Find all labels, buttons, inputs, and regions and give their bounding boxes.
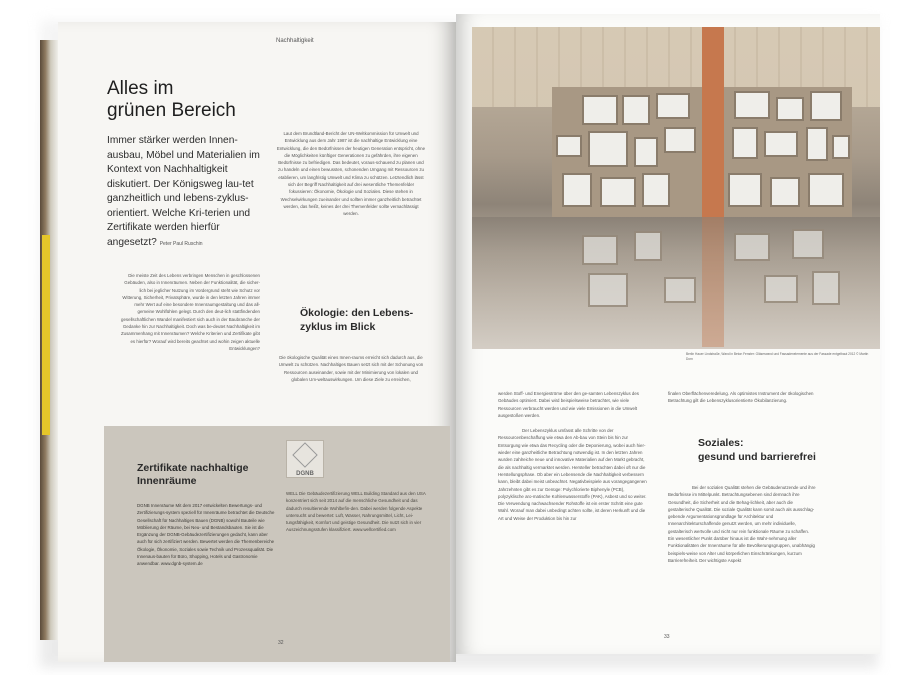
right-column-b2 [668, 484, 816, 564]
section-label: Nachhaltigkeit [276, 38, 314, 44]
photo-window-reflection [588, 273, 628, 307]
certificate-column-b [286, 490, 426, 534]
body-column-a [120, 272, 260, 352]
lead-paragraph [107, 134, 267, 251]
heading-soziales-line-2: gesund und barrierefrei [698, 451, 816, 463]
photo-window-reflection [582, 235, 618, 265]
right-column-b [668, 390, 816, 405]
photo-window [732, 127, 758, 159]
right-column-a-text-1: werden Stoff- und Energieströme über den ge-samten Lebenszyklus des Gebäudes optimiert. Dabei wird beispielsweise betrachtet, wie viele Ressourcen verbraucht werden und wie viele Emissionen in die Umwelt ausgestoßen werden. [498, 391, 639, 418]
body-column-a-text: Die meiste Zeit des Lebens verbringen Menschen in geschlossenen Gebäuden, also in Innenräumen. Neben der Funktionalität, die sicher-lich bei jeglicher Nutzung im Vordergrund steht wie Schutz vor Witterung, Sicherheit, Privatsphäre, wurde in den letzten Jahren immer mehr Wert auf eine besondere Innenraumgestaltung und das all-gemeine Wohlfühlen gelegt. Durch den deut-lich stattfindenden gesellschaftlichen Wandel manifestiert sich auch in der Baubranche der Gedanke hin zur Nachhaltigkeit. Doch was be-deutet Nachhaltigkeit im Zusammenhang mit Innenräumen? Welche Kriterien und Zertifikate gibt es hierfür? Worauf wird bereits geachtet und wohin zeigen aktuelle Entwicklungen? [120, 273, 260, 351]
photo-window-reflection [792, 229, 824, 259]
body-column-b [276, 130, 426, 218]
article-title [107, 78, 236, 122]
photo-window [556, 135, 582, 157]
lead-author: Peter Paul Ruschin [159, 240, 203, 247]
body-column-b-text: Laut dem Brundtland-Bericht der UN-Weltkommission für Umwelt und Entwicklung aus dem Jahr 1987 ist die nachhaltige Entwicklung eine Entwicklung, die den Bedürfnissen der heutigen Generation entspricht, ohne die Möglichkeiten künftiger Generationen zu gefährden, ihre eigenen Bedürfnisse zu befriedigen. Das bedeutet, voraus-schauend zu planen und zu handeln und einen bewussten, schonenden Umgang mit Ressourcen zu etablieren, um langfristig Umwelt und Klima zu schützen. Letztendlich lässt sich der Begriff Nachhaltigkeit auf drei wesentliche Themenfelder fokussieren: Ökonomie, Ökologie und Soziales. Diese stehen in Wechselwirkungen zueinander und sollten immer ganzheitlich betrachtet werden, das heißt, keines der drei Themenfelder sollte vernachlässigt werden. [276, 131, 426, 217]
photo-caption: Berlin Hauer Lindstraße, Wand in Beton Fenster: Gläserwand und Fassadenelemente aus der Fassade entgelbaut 2012 © Martin Dorn [686, 352, 869, 361]
certificate-title-line-1: Zertifikate nachhaltige [137, 462, 249, 474]
photo-window [582, 95, 618, 125]
lead-text: Immer stärker werden Innen-ausbau, Möbel und Materialien im Kontext von Nachhaltigkeit diskutiert. Der Königsweg lau-tet ganzheitlich und lebens-zyklus-orientiert. Welche Kri-terien und Zertifikate werden hierfür angesetzt? [107, 135, 260, 248]
right-column-b-text-2: Bei der sozialen Qualität stehen die Gebäudenutzende und ihre Bedürfnisse im Mittelpunkt. Betrachtungsebenen sind demnach ihre Gesundheit, die Sicherheit und die Behag-lichkeit, aber auch die gestalterische Qualität. Die soziale Qualität kann somit auch als ausschlag-gebende Argumentationsgrundlage für Architektur und Innenarchitekturschaffende genutzt werden, um mehr individuelle, gestalterisch wertvolle und nicht nur rein funktionale Räume zu schaffen. Ein wesentlicher Punkt darüber hinaus ist die Wahr-nehmung aller Funktionalitäten der Innenräume für alle Bevölkerungsgruppen, unabhängig beispiels-weise von Alter und körperlichen Einschränkungen, kurzum Barrierefreiheit. Der wichtigste Aspekt [668, 485, 816, 563]
heading-oekologie-line-2: zyklus im Blick [300, 321, 376, 333]
dgnb-logo-text: DGNB [296, 471, 314, 477]
page-stack-yellow-edge [42, 235, 50, 435]
photo-window [808, 173, 844, 207]
title-line-2: grünen Bereich [107, 100, 236, 121]
page-number-left: 32 [278, 640, 284, 646]
right-column-a-text-2: Der Lebenszyklus umfasst alle Schritte von der Ressourcenbeschaffung wie etwa den Ab-bau von Stein bis hin zur Entsorgung wie etwa das Recycling oder die Deponierung, wobei auch hier-wieder eine ganzheitliche Betrachtung notwendig ist. In den letzten Jahren wurden zahlreiche neue und innovative Materialien auf den Markt gebracht, die als nachhaltig vermarktet werden. Hersteller betrachten dabei oft nur die Herstellungsphase. Ob aber ein Lebensende die Nachhaltigkeit verbessern kann, bleibt dabei meist unbeachtet. Negativbeispiele aus vorangegangenen Jahrzehnten gibt es zur Genüge: Polychlorierte Biphenyle (PCB), polyzyklische aro-matische Kohlenwasserstoffe (PAK), Asbest und so weiter. Die Verwendung nachwachsender Rohstoffe ist ein erster Schritt eine gute Wahl. Worauf man dabei unbedingt achten sollte, ist deren Herkunft und die Art und Weise der Produktion bis hin zur [498, 428, 647, 521]
certificate-title [137, 462, 248, 488]
certificate-column-a [137, 502, 277, 568]
certificate-column-a-text: DGNB Innenräume Mit dem 2017 entwickelten Bewertungs- und Zertifizierungs-system speziell für Innenräume betrachtet die Deutsche Gesellschaft für Nachhaltiges Bauen (DGNB) sowohl Bauteile wie Möblierung der Räume, bei Neu- und Bestandsbauten. Sie ist die Ergänzung der DGNB-Gebäudezertifizierungen gedacht, kann aber auch für sich zertifiziert werden. Bewertet werden die Themenbereiche Ökologie, Ökonomie, Soziales sowie Technik und Prozessqualität. Die Innenaus-bauten für Büro, Shopping, Hotels und Gastronomie anwendbar. www.dgnb-system.de [137, 503, 275, 567]
photo-window [764, 131, 798, 157]
interior-photo [472, 27, 880, 349]
title-line-1: Alles im [107, 78, 174, 99]
photo-window [642, 173, 670, 207]
dgnb-mark-icon [292, 442, 317, 467]
photo-window [622, 95, 650, 125]
body-column-c [276, 354, 426, 383]
heading-oekologie [300, 306, 413, 334]
heading-soziales [698, 436, 816, 464]
photo-window [734, 91, 770, 119]
photo-window [600, 177, 636, 207]
photo-window [832, 135, 850, 159]
photo-window [776, 97, 804, 121]
photo-window [728, 173, 762, 207]
photo-window-reflection [664, 277, 696, 303]
photo-window [664, 127, 696, 153]
photo-window-reflection [812, 271, 840, 305]
certificate-title-line-2: Innenräume [137, 475, 197, 487]
photo-window [588, 131, 628, 167]
certificate-column-b-text: WELL Die Gebäudezertifizierung WELL Building Standard aus den USA konzentriert sich seit 2014 auf die menschliche Gesundheit und das dadurch resultierende Wohlbefin-den. Dabei werden folgende Aspekte untersucht und bewertet: Luft, Wasser, Nahrungsmittel, Licht, Lei-tungsfähigkeit, Komfort und geistige Gesundheit. Die nutzt sich in vier Auszeichnungsstufen klassifiziert. www.wellcertified.com [286, 491, 426, 533]
photo-window-reflection [764, 275, 798, 303]
photo-window [770, 177, 800, 207]
photo-pillar-reflection [702, 217, 724, 347]
heading-soziales-line-1: Soziales: [698, 437, 744, 449]
photo-red-pillar [702, 27, 724, 217]
heading-oekologie-line-1: Ökologie: den Lebens- [300, 307, 414, 319]
photo-window [634, 137, 658, 167]
photo-window [806, 127, 828, 161]
right-column-a [498, 390, 648, 522]
dgnb-logo [286, 440, 324, 478]
right-column-b-text-1: finalen Oberflächenveredelung. Als optimistes Instrument der ökologischen Betrachtung gilt die Lebenszyklusorientierte Ökobilanzierung. [668, 391, 814, 404]
photo-window-reflection [634, 231, 662, 261]
page-number-right: 33 [664, 634, 670, 640]
photo-window-reflection [734, 233, 770, 261]
photo-window [656, 93, 690, 119]
photo-window [562, 173, 592, 207]
body-column-c-text: Die ökologische Qualität eines Innen-raums erreicht sich dadurch aus, die Umwelt zu schützen. Nachhaltiges Bauen setzt sich mit der Schonung von Ressourcen auseinander, sowie mit der Minimierung von lokalen und globalen Um-weltauswirkungen. Um diese Ziele zu erreichen, [278, 355, 424, 382]
photo-window [810, 91, 842, 121]
